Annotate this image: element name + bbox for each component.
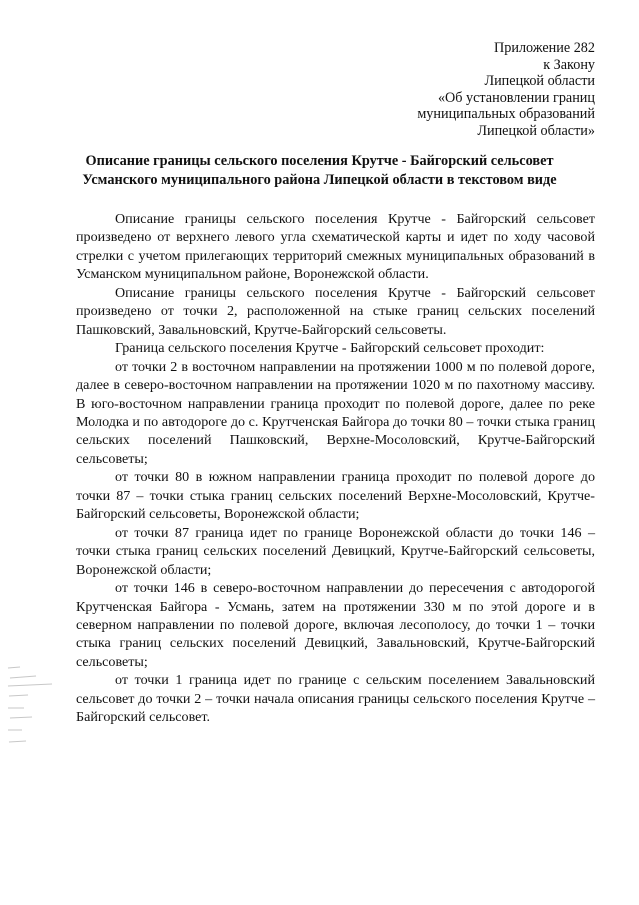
scan-artifact bbox=[6, 664, 56, 754]
document-body bbox=[76, 210, 595, 727]
appendix-header bbox=[335, 40, 595, 140]
paragraph-start-point: Описание границы сельского поселения Крутче - Байгорский сельсовет произведено от точки 2, расположенной на стыке границ сельских поселений Пашковский, Завальновский, Крутче-Байгорский сельсоветы. bbox=[76, 284, 595, 338]
paragraph-boundary-heading: Граница сельского поселения Крутче - Байгорский сельсовет проходит: bbox=[115, 340, 545, 357]
appendix-line: Приложение 282 bbox=[494, 40, 595, 56]
appendix-line: Липецкой области» bbox=[477, 122, 595, 139]
appendix-line: Липецкой области bbox=[484, 73, 595, 90]
title-line-1: Описание границы сельского поселения Крутче - Байгорский сельсовет bbox=[85, 153, 554, 169]
paragraph-intro: Описание границы сельского поселения Крутче - Байгорский сельсовет произведено от верхнего левого угла схематической карты и идет по ходу часовой стрелки с учетом прилегающих территорий смежных муниципальных образований в Усманском муниципальном районе, Воронежской области. bbox=[76, 211, 595, 283]
appendix-line: «Об установлении границ bbox=[437, 89, 595, 106]
document-title bbox=[40, 152, 599, 189]
appendix-line: к Закону bbox=[543, 56, 595, 73]
boundary-segment: от точки 80 в южном направлении граница проходит по полевой дороге до точки 87 – точки стыка границ сельских поселений Верхне-Мосоловский, Крутче-Байгорский сельсоветы, Воронежской области; bbox=[76, 469, 595, 523]
boundary-segment: от точки 2 в восточном направлении на протяжении 1000 м по полевой дороге, далее в северо-восточном направлении на протяжении 1020 м по пахотному массиву. В юго-восточном направлении граница проходит по полевой дороге, далее по реке Молодка и по автодороге до с. Крутченская Байгора до точки 80 – точки стыка границ сельских поселений Пашковский, Верхне-Мосоловский, Крутче-Байгорский сельсоветы; bbox=[76, 358, 595, 467]
title-line-2: Усманского муниципального района Липецкой области в текстовом виде bbox=[82, 171, 557, 188]
appendix-line: муниципальных образований bbox=[417, 106, 595, 123]
boundary-segment: от точки 146 в северо-восточном направлении до пересечения с автодорогой Крутченская Байгора - Усмань, затем на протяжении 330 м по этой дороге и в северном направлении по полевой дороге, включая лесополосу, до точки 1 – точки стыка границ сельских поселений Девицкий, Завальновский, Крутче-Байгорский сельсоветы; bbox=[76, 580, 595, 670]
boundary-segment: от точки 1 граница идет по границе с сельским поселением Завальновский сельсовет до точки 2 – точки начала описания границы сельского поселения Крутче – Байгорский сельсовет. bbox=[76, 672, 595, 726]
boundary-segment: от точки 87 граница идет по границе Воронежской области до точки 146 – точки стыка границ сельских поселений Девицкий, Крутче-Байгорский сельсоветы, Воронежской области; bbox=[76, 524, 595, 578]
